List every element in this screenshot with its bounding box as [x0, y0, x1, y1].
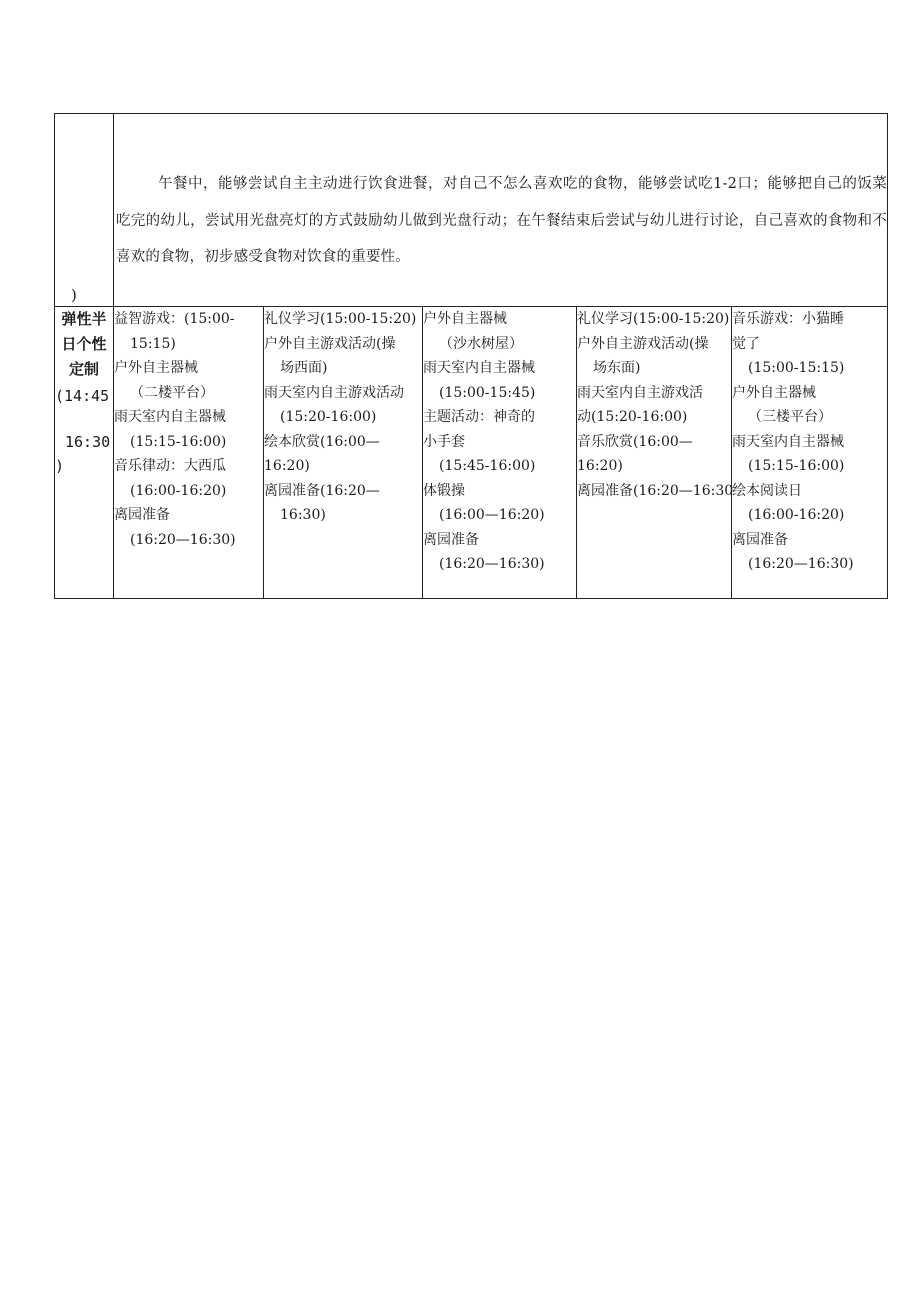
schedule-item-line: 雨天室内自主器械	[423, 360, 535, 376]
day-cell-4	[577, 307, 732, 599]
schedule-item-line: (15:00-15:15)	[748, 360, 845, 376]
schedule-item-line: 户外自主器械	[732, 384, 816, 401]
flex-schedule-label	[55, 307, 114, 599]
schedule-item	[264, 332, 422, 381]
schedule-item	[114, 503, 263, 552]
schedule-item	[114, 405, 263, 454]
label-paren: )	[71, 286, 77, 304]
schedule-item-line: 离园准备	[114, 507, 170, 523]
schedule-item-line: 礼仪学习(15:00-15:20)	[264, 311, 417, 327]
schedule-item-line: 离园准备	[423, 531, 479, 548]
schedule-item-line: 户外自主游戏活动(操	[264, 335, 396, 352]
schedule-item	[577, 430, 731, 479]
schedule-item-line: 户外自主游戏活动(操	[577, 335, 709, 352]
schedule-item	[423, 307, 576, 356]
lunch-row-label	[55, 114, 114, 307]
day-cell-5	[732, 307, 888, 599]
schedule-table	[54, 113, 888, 599]
schedule-item-line: 益智游戏：(15:00-	[114, 311, 235, 327]
lunch-description: 午餐中，能够尝试自主主动进行饮食进餐，对自己不怎么喜欢吃的食物，能够尝试吃1-2口；能够把自己的饭菜吃完的幼儿，尝试用光盘亮灯的方式鼓励幼儿做到光盘行动；在午餐结束后尝试与幼儿进行讨论，自己喜欢的食物和不喜欢的食物，初步感受食物对饮食的重要性。	[116, 176, 888, 265]
label-line-2: 日个性	[61, 335, 107, 353]
schedule-item-line: 场东面)	[593, 360, 641, 376]
schedule-item	[577, 332, 731, 381]
schedule-item	[577, 479, 734, 504]
schedule-item	[264, 381, 422, 430]
schedule-item-line: (15:45-16:00)	[439, 458, 536, 474]
schedule-item-line: 雨天室内自主器械	[114, 409, 226, 425]
schedule-item-line: 场西面)	[280, 360, 328, 376]
schedule-item	[732, 381, 887, 430]
schedule-item	[423, 528, 576, 577]
schedule-item	[423, 405, 576, 479]
schedule-item-line: 16:20)	[264, 458, 310, 474]
schedule-item	[732, 307, 887, 381]
schedule-item-line: 16:30)	[280, 507, 326, 523]
schedule-item-line: (15:20-16:00)	[280, 409, 377, 425]
schedule-item-line: 动(15:20-16:00)	[577, 409, 688, 425]
schedule-item-line: (15:15-16:00)	[130, 433, 227, 450]
schedule-item	[264, 307, 422, 332]
schedule-item-line: 音乐游戏：小猫睡	[732, 311, 844, 327]
schedule-item-line: (15:15-16:00)	[748, 458, 845, 474]
schedule-item	[423, 356, 576, 405]
schedule-item	[264, 430, 422, 479]
schedule-item-line: 音乐欣赏(16:00—	[577, 433, 693, 450]
schedule-item-line: 觉了	[732, 335, 760, 352]
schedule-item-line: 雨天室内自主游戏活动	[264, 384, 404, 401]
schedule-item-line: 离园准备	[732, 531, 788, 548]
schedule-item	[577, 307, 731, 332]
label-time-end: 16:30	[65, 433, 111, 451]
lunch-row	[55, 114, 888, 307]
label-close-paren: )	[55, 457, 65, 475]
schedule-item-line: 小手套	[423, 433, 465, 450]
schedule-item-line: 雨天室内自主游戏活	[577, 384, 703, 401]
schedule-item-line: (15:00-15:45)	[439, 384, 536, 401]
schedule-item-line: (16:00-16:20)	[130, 482, 227, 499]
schedule-item-line: （沙水树屋）	[439, 335, 523, 352]
schedule-item-line: (16:00-16:20)	[748, 507, 845, 523]
label-line-3: 定制	[68, 360, 99, 378]
schedule-item-line: （二楼平台）	[130, 384, 214, 401]
schedule-item-line: (16:20—16:30)	[130, 531, 236, 548]
schedule-item-line: 离园准备(16:20—16:30	[577, 482, 734, 499]
schedule-item	[114, 454, 263, 503]
label-time-start: (14:45	[55, 387, 110, 405]
schedule-item	[732, 528, 887, 577]
schedule-item	[732, 430, 887, 479]
schedule-item-line: 礼仪学习(15:00-15:20)	[577, 311, 730, 327]
schedule-item-line: 户外自主器械	[114, 360, 198, 376]
schedule-item	[732, 479, 887, 528]
schedule-item-line: （三楼平台）	[748, 409, 832, 425]
schedule-item-line: 15:15)	[130, 335, 176, 352]
lunch-description-cell	[114, 114, 888, 307]
schedule-item-line: 绘本欣赏(16:00—	[264, 433, 380, 450]
schedule-item-line: 绘本阅读日	[732, 482, 802, 499]
flex-schedule-row	[55, 307, 888, 599]
schedule-item-line: 主题活动：神奇的	[423, 409, 535, 425]
schedule-item	[264, 479, 422, 528]
schedule-item	[114, 307, 263, 356]
schedule-item-line: 16:20)	[577, 458, 623, 474]
schedule-item	[114, 356, 263, 405]
schedule-item-line: 离园准备(16:20—	[264, 482, 380, 499]
day-cell-1	[114, 307, 264, 599]
schedule-item-line: (16:20—16:30)	[439, 556, 545, 572]
schedule-item	[577, 381, 731, 430]
schedule-item-line: (16:00—16:20)	[439, 507, 545, 523]
schedule-item-line: 雨天室内自主器械	[732, 433, 844, 450]
schedule-item	[423, 479, 576, 528]
day-cell-2	[264, 307, 423, 599]
label-line-1: 弹性半	[61, 310, 107, 328]
schedule-item-line: (16:20—16:30)	[748, 556, 854, 572]
schedule-item-line: 体锻操	[423, 482, 465, 499]
day-cell-3	[423, 307, 577, 599]
schedule-item-line: 音乐律动：大西瓜	[114, 458, 226, 474]
schedule-item-line: 户外自主器械	[423, 311, 507, 327]
